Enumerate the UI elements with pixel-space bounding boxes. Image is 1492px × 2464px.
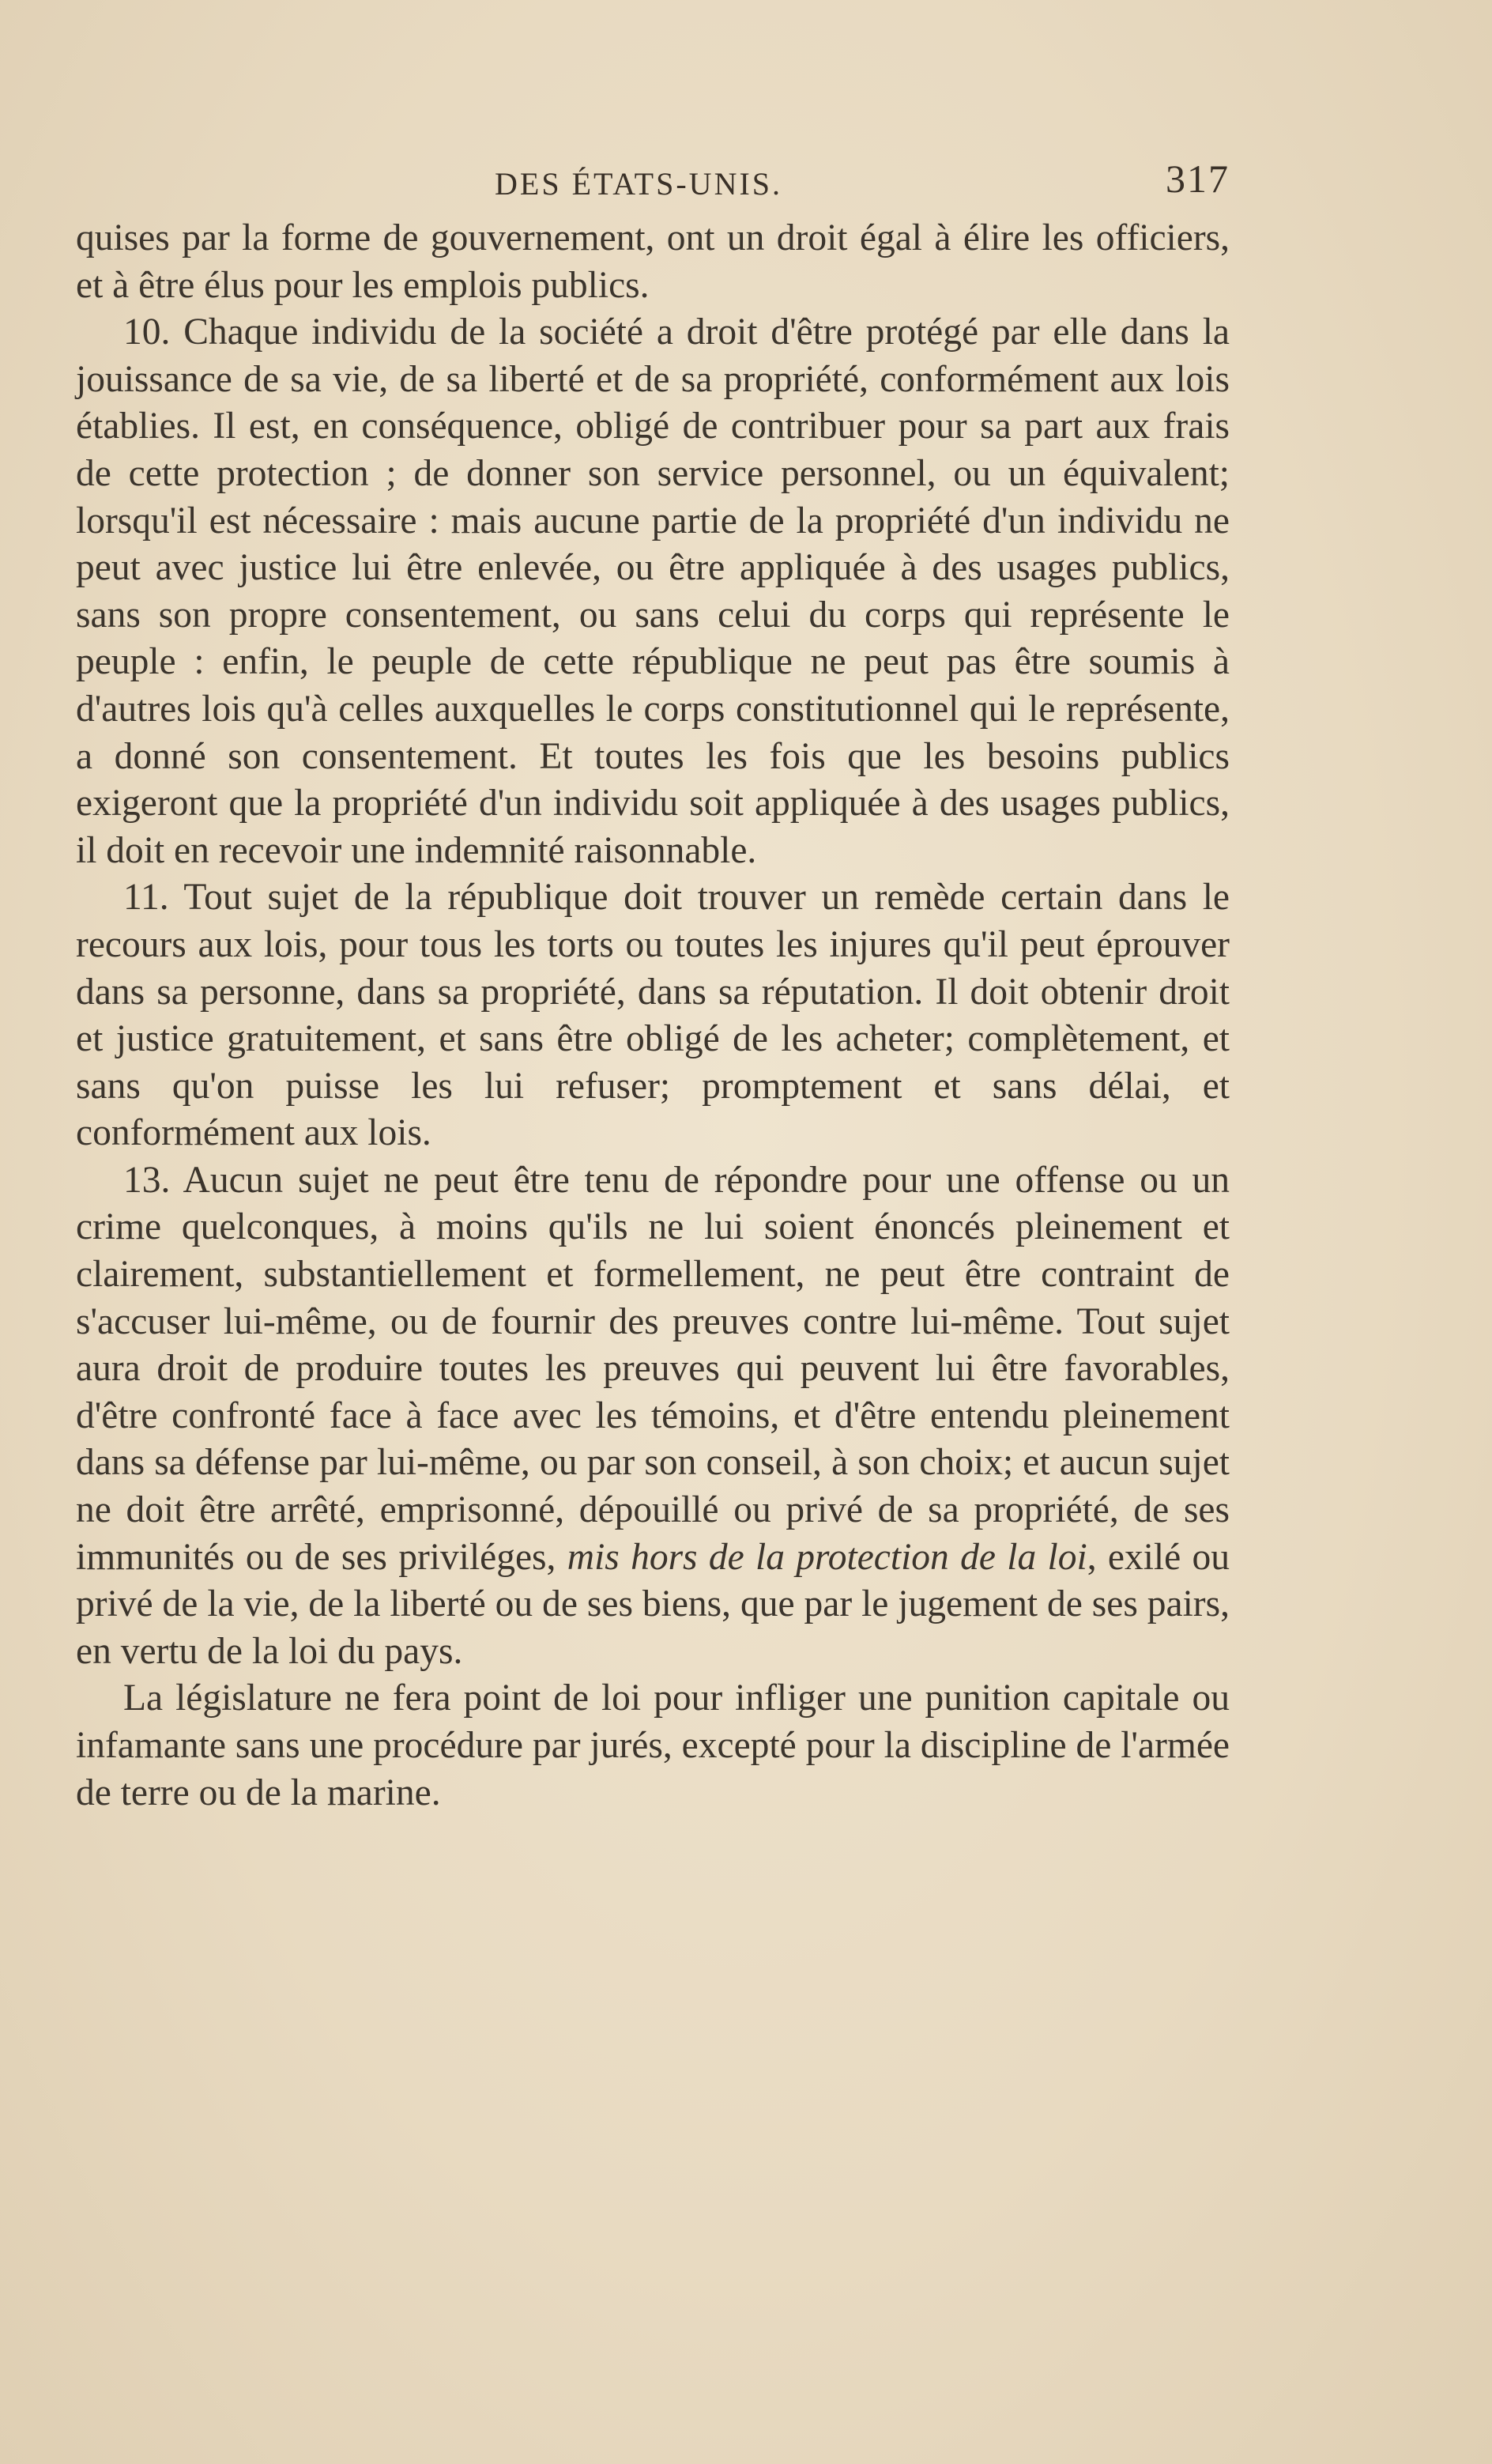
article-11: 11. Tout sujet de la république doit trouver un remède certain dans le recours aux lois, pour tous les torts ou toutes les injures qu'il peut éprouver dans sa personne, dans sa propriété, dans sa réputation. Il doit obtenir droit et justice gratuitement, et sans être obligé de les acheter; complètement, et sans qu'on puisse les lui refuser; promptement et sans délai, et conformément aux lois.: [76, 877, 1230, 1154]
article-13-text-end: , exilé ou privé de la vie, de la liberté ou de ses biens, que par le jugement de ses pairs, en vertu de la loi du pays.: [76, 1536, 1230, 1672]
page-header: [76, 157, 1230, 209]
running-head: DES ÉTATS-UNIS.: [495, 166, 783, 202]
article-13-text: 13. Aucun sujet ne peut être tenu de répondre pour une offense ou un crime quelconques, à moins qu'ils ne lui soient énoncés pleinement et clairement, substantiellement et formellement, ne peut être contraint de s'accuser lui-même, ou de fournir des preuves contre lui-même. Tout sujet aura droit de produire toutes les preuves qui peuvent lui être favorables, d'être confronté face à face avec les témoins, et d'être entendu pleinement dans sa défense par lui-même, ou par son conseil, à son choix; et aucun sujet ne doit être arrêté, emprisonné, dépouillé ou privé de sa propriété, de ses immunités ou de ses priviléges,: [76, 1159, 1230, 1578]
article-10: 10. Chaque individu de la société a droit d'être protégé par elle dans la jouissance de sa vie, de sa liberté et de sa propriété, conformément aux lois établies. Il est, en conséquence, obligé de contribuer pour sa part aux frais de cette protection ; de donner son service personnel, ou un équivalent; lorsqu'il est nécessaire : mais aucune partie de la propriété d'un individu ne peut avec justice lui être enlevée, ou être appliquée à des usages publics, sans son propre consentement, ou sans celui du corps qui représente le peuple : enfin, le peuple de cette république ne peut pas être soumis à d'autres lois qu'à celles auxquelles le corps constitutionnel qui le représente, a donné son consentement. Et toutes les fois que les besoins publics exigeront que la propriété d'un individu soit appliquée à des usages publics, il doit en recevoir une indemnité raisonnable.: [76, 311, 1230, 871]
article-13: [76, 1157, 1230, 1676]
page-number: 317: [1166, 157, 1230, 201]
article-13-italic-phrase: mis hors de la protection de la loi: [567, 1536, 1087, 1578]
paragraph-continuation: quises par la forme de gouvernement, ont un droit égal à élire les officiers, et à être élus pour les emplois publics.: [76, 217, 1230, 306]
article-14: La législature ne fera point de loi pour infliger une punition capitale ou infamante sans une procédure par jurés, excepté pour la discipline de l'armée de terre ou de la marine.: [76, 1677, 1230, 1813]
body-text: [76, 215, 1230, 1817]
